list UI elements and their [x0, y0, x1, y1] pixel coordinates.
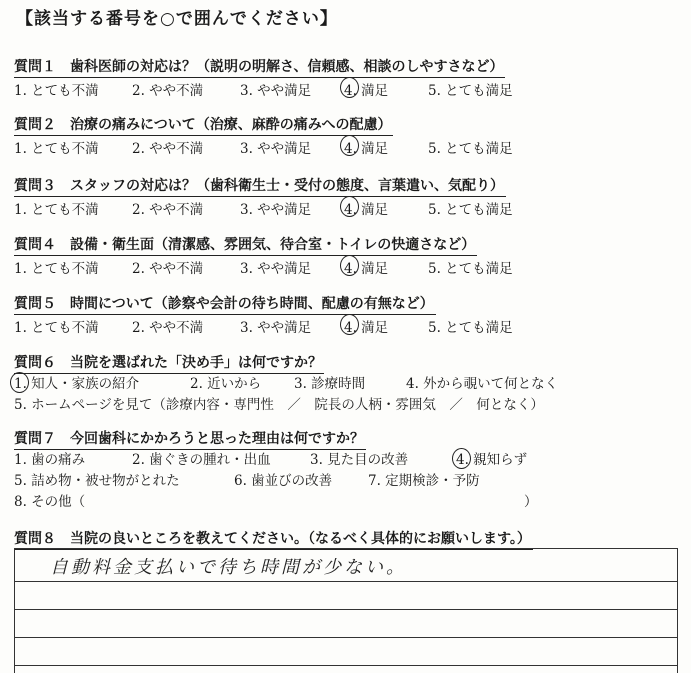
question-3 [14, 175, 684, 218]
question-3-options [14, 198, 684, 218]
page-title: 【該当する番号を○で囲んでください】 [16, 9, 338, 29]
q7-option-6[interactable]: 6. 歯並びの改善 [234, 473, 333, 489]
q4-option-2[interactable]: 2. やや不満 [132, 261, 204, 277]
q7-option-8-other[interactable]: 8. その他（ [14, 494, 86, 510]
q2-option-5[interactable]: 5. とても満足 [428, 141, 513, 157]
ruled-line [14, 609, 678, 610]
q1-option-2[interactable]: 2. やや不満 [132, 83, 204, 99]
question-4-heading: 質問４ 設備・衛生面（清潔感、雰囲気、待合室・トイレの快適さなど） [14, 234, 477, 256]
question-7-options-line-3 [14, 492, 684, 513]
question-1-heading: 質問１ 歯科医師の対応は？（説明の明解さ、信頼感、相談のしやすさなど） [14, 56, 505, 78]
question-4-options [14, 257, 684, 277]
q3-option-3[interactable]: 3. やや満足 [240, 202, 312, 218]
question-8-heading: 質問８ 当院の良いところを教えてください。（なるべく具体的にお願いします。） [14, 528, 533, 550]
question-6-options-line-1 [14, 374, 684, 395]
question-2 [14, 114, 684, 157]
q8-handwritten-answer: 自動料金支払いで待ち時間が少ない。 [50, 557, 407, 578]
q4-option-5[interactable]: 5. とても満足 [428, 261, 513, 277]
q7-option-4-selected[interactable]: 4. 親知らず [456, 450, 527, 471]
q6-option-4[interactable]: 4. 外から覗いて何となく [406, 376, 559, 392]
q5-option-1[interactable]: 1. とても不満 [14, 320, 99, 336]
question-7-heading: 質問７ 今回歯科にかかろうと思った理由は何ですか？ [14, 428, 366, 450]
ruled-line [14, 637, 678, 638]
q3-option-5[interactable]: 5. とても満足 [428, 202, 513, 218]
question-3-heading: 質問３ スタッフの対応は？（歯科衛生士・受付の態度、言葉遣い、気配り） [14, 175, 506, 197]
q2-option-2[interactable]: 2. やや不満 [132, 141, 204, 157]
question-5-options [14, 316, 684, 336]
q8-answer-box[interactable] [14, 548, 678, 673]
q3-option-2[interactable]: 2. やや不満 [132, 202, 204, 218]
ruled-line [14, 665, 678, 666]
q5-option-5[interactable]: 5. とても満足 [428, 320, 513, 336]
q7-option-3[interactable]: 3. 見た目の改善 [310, 452, 409, 468]
q3-option-1[interactable]: 1. とても不満 [14, 202, 99, 218]
question-1-options [14, 79, 684, 99]
q2-option-1[interactable]: 1. とても不満 [14, 141, 99, 157]
ruled-line [14, 581, 678, 582]
question-5 [14, 293, 684, 336]
q5-option-4-selected[interactable]: 4. 満足 [344, 316, 428, 336]
q2-option-4-selected[interactable]: 4. 満足 [344, 137, 428, 157]
q7-option-2[interactable]: 2. 歯ぐきの腫れ・出血 [132, 452, 271, 468]
question-5-heading: 質問５ 時間について（診察や会計の待ち時間、配慮の有無など） [14, 293, 436, 315]
answer-box-left-border [14, 549, 15, 673]
q7-option-1[interactable]: 1. 歯の痛み [14, 452, 86, 468]
question-7-options-line-1 [14, 450, 684, 471]
q2-option-3[interactable]: 3. やや満足 [240, 141, 312, 157]
q7-option-8-close: ） [524, 494, 538, 510]
q4-option-4-selected[interactable]: 4. 満足 [344, 257, 428, 277]
question-8 [14, 528, 684, 550]
q3-option-4-selected[interactable]: 4. 満足 [344, 198, 428, 218]
answer-box-right-border [677, 549, 678, 673]
q1-option-1[interactable]: 1. とても不満 [14, 83, 99, 99]
q4-option-3[interactable]: 3. やや満足 [240, 261, 312, 277]
q5-option-3[interactable]: 3. やや満足 [240, 320, 312, 336]
q1-option-3[interactable]: 3. やや満足 [240, 83, 312, 99]
q6-option-1-selected[interactable]: 1. 知人・家族の紹介 [14, 374, 190, 395]
question-7-options-line-2 [14, 471, 684, 492]
question-1 [14, 56, 684, 99]
q6-option-2[interactable]: 2. 近いから [190, 376, 262, 392]
q5-option-2[interactable]: 2. やや不満 [132, 320, 204, 336]
q1-option-4-selected[interactable]: 4. 満足 [344, 79, 428, 99]
question-2-options [14, 137, 684, 157]
question-6-heading: 質問６ 当院を選ばれた「決め手」は何ですか？ [14, 352, 324, 374]
q7-option-5[interactable]: 5. 詰め物・被せ物がとれた [14, 473, 180, 489]
question-2-heading: 質問２ 治療の痛みについて（治療、麻酔の痛みへの配慮） [14, 114, 393, 136]
q4-option-1[interactable]: 1. とても不満 [14, 261, 99, 277]
q6-option-3[interactable]: 3. 診療時間 [294, 376, 366, 392]
q7-option-7[interactable]: 7. 定期検診・予防 [368, 473, 480, 489]
question-7 [14, 428, 684, 513]
question-6 [14, 352, 684, 416]
q6-option-5[interactable]: 5. ホームページを見て（診療内容・専門性 ／ 院長の人柄・雰囲気 ／ 何となく） [14, 397, 544, 413]
question-4 [14, 234, 684, 277]
q1-option-5[interactable]: 5. とても満足 [428, 83, 513, 99]
